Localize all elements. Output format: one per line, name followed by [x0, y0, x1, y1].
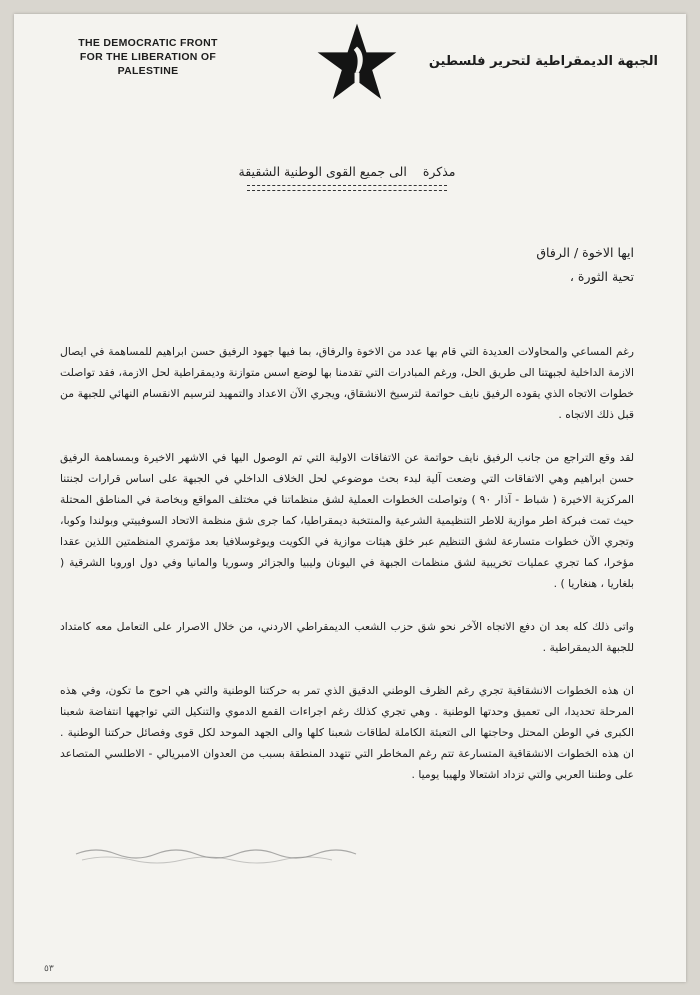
faded-stamp [72, 840, 372, 866]
greeting: تحية الثورة ، [569, 269, 634, 284]
paragraph: ان هذه الخطوات الانشقاقية تجري رغم الظرف الوطني الدقيق الذي تمر به حركتنا الوطنية والتي هي احوج ما تكون، وفي هذه المرحلة تحديدا، الى تعميق وحدتها الوطنية . وهي تجري كذلك رغم اجراءات القمع الدموي والتنكيل التي تواجهها انتفاضة شعبنا الكبرى في الوطن المحتل وحاجتها الى التعبئة الكاملة لطاقات شعبنا كلها والى الجهد الموحد لكل قوى وفصائل حركتنا الوطنية . ان هذه الخطوات الانشقاقية المتسارعة تتم رغم المخاطر التي تتهدد المنطقة بسبب من العدوان الامبريالي - الاطلسي المتصاعد على وطننا العربي والتي تزداد اشتعالا ولهيبا يوميا . [60, 684, 634, 781]
paragraph: رغم المساعي والمحاولات العديدة التي قام بها عدد من الاخوة والرفاق، بما فيها جهود الرفيق حسن ابراهيم للمساهمة في ايصال الازمة الداخلية لجبهتنا الى طريق الحل، ورغم المبادرات التي تقدمنا بها لوضع اسس متوازنة وديمقراطية لحل الازمة، فقد تواصلت خطوات الاتجاه الذي يقوده الرفيق نايف حواتمة لترسيخ الانشقاق، ويجري الآن الاعداد والتمهيد لترسيم الانقسام النهائي للجبهة من قبل ذلك الاتجاه . [60, 345, 634, 421]
paragraph: لقد وقع التراجع من جانب الرفيق نايف حواتمة عن الاتفاقات الاولية التي تم الوصول اليها في الاشهر الاخيرة وبمساهمة الرفيق حسن ابراهيم وهي الاتفاقات التي وضعت آلية لبدء بحث موضوعي لحل الخلاف الداخلي في الجبهة على اساس قرارات لجنتنا المركزية الاخيرة ( شباط - آذار ٩٠ ) وتواصلت الخطوات العملية لشق منظماتنا في مختلف المواقع وبخاصة في المناطق المحتلة حيث تمت فبركة اطر موازية للاطر التنظيمية الشرعية والمنتخبة ديمقراطيا، كما جرى شق منظمة الاتحاد السوفييتي وبولندا وكوبا، وتجري الآن خطوات متسارعة لشق التنظيم عبر خلق هيئات موازية في الكويت ويوغوسلافيا بعد مؤتمري المنظمتين اللذين عقدا مؤخرا، كما تجري عمليات تخريبية لشق منظمات الجبهة في اليونان وليبيا والجزائر وسوريا والمانيا وفي دول اوروبا الشرقية ( بلغاريا ، هنغاريا ) . [60, 451, 634, 590]
org-name-line: THE DEMOCRATIC FRONT [78, 37, 218, 49]
org-name-english [48, 36, 248, 78]
memo-word: مذكرة [422, 164, 456, 179]
org-name-arabic: الجبهة الديمقراطية لتحرير فلسطين [428, 54, 658, 69]
memo-body [60, 164, 634, 785]
paragraph: واتى ذلك كله بعد ان دفع الاتجاه الآخر نحو شق حزب الشعب الديمقراطي الاردني، من خلال الاصرار على التعامل معه كامتداد للجبهة الديمقراطية . [60, 620, 634, 654]
page-number: ٥٣ [44, 963, 54, 973]
memo-title [60, 164, 634, 179]
title-underline [247, 185, 447, 191]
org-name-line: FOR THE LIBERATION OF [79, 51, 217, 63]
star-emblem-icon [316, 22, 398, 104]
salutation: ايها الاخوة / الرفاق [536, 245, 634, 260]
memo-recipients: الى جميع القوى الوطنية الشقيقة [238, 164, 407, 179]
org-name-line: PALESTINE [117, 65, 179, 77]
document-page [14, 14, 686, 982]
